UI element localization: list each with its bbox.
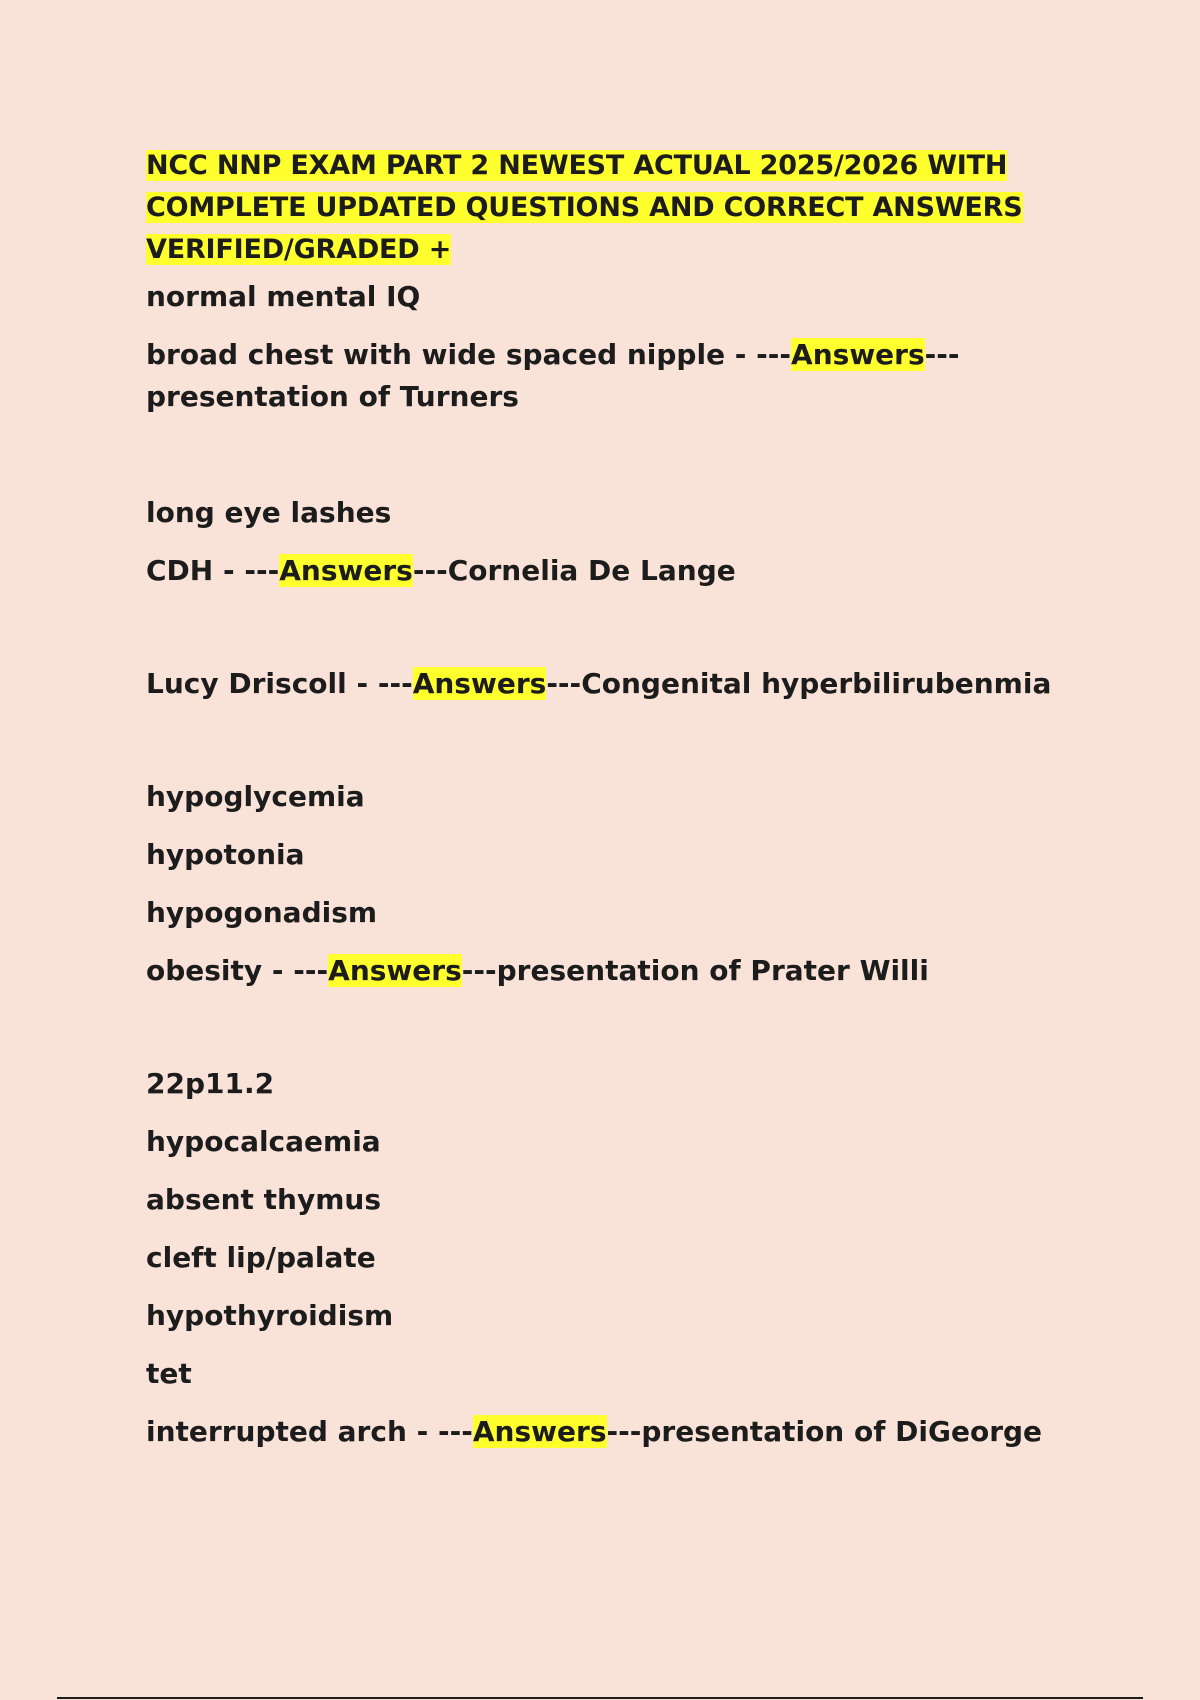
separator: - ---	[213, 554, 280, 587]
list-item: tet	[146, 1357, 192, 1390]
answer-text: presentation of Prater Willi	[496, 954, 929, 987]
answer-text: presentation of Turners	[146, 380, 519, 413]
qa-item-cdh	[146, 550, 1046, 592]
answers-marker: Answers	[472, 1415, 607, 1448]
footer-divider	[57, 1697, 1143, 1699]
question-text: Lucy Driscoll	[146, 667, 347, 700]
separator: ---	[546, 667, 582, 700]
separator: - ---	[406, 1415, 473, 1448]
qa-item-lucy-driscoll	[146, 663, 1052, 705]
answer-text: Congenital hyperbilirubenmia	[581, 667, 1052, 700]
answers-marker: Answers	[791, 338, 925, 371]
question-text: CDH	[146, 554, 214, 587]
qa-item-turners	[146, 334, 1046, 418]
answer-text: Cornelia De Lange	[447, 554, 736, 587]
title-highlight: NCC NNP EXAM PART 2 NEWEST ACTUAL 2025/2026 WITH COMPLETE UPDATED QUESTIONS AND CORRECT ANSWERS VERIFIED/GRADED +	[146, 150, 1023, 265]
question-text: broad chest with wide spaced nipple	[146, 338, 726, 371]
separator: ---	[412, 554, 448, 587]
list-item: cleft lip/palate	[146, 1241, 376, 1274]
separator: - ---	[262, 954, 329, 987]
answer-text: presentation of DiGeorge	[641, 1415, 1043, 1448]
separator: - ---	[346, 667, 413, 700]
list-item: long eye lashes	[146, 496, 392, 529]
list-item: hypotonia	[146, 838, 305, 871]
list-item: 22p11.2	[146, 1067, 275, 1100]
question-text: obesity	[146, 954, 263, 987]
answers-marker: Answers	[328, 954, 462, 987]
answers-marker: Answers	[279, 554, 413, 587]
list-item: hypoglycemia	[146, 780, 365, 813]
qa-item-prater-willi	[146, 950, 1046, 992]
document-page	[146, 145, 1052, 1469]
separator: - ---	[725, 338, 792, 371]
document-title	[146, 145, 1046, 271]
question-text: interrupted arch	[146, 1415, 407, 1448]
list-item: hypogonadism	[146, 896, 378, 929]
qa-item-digeorge	[146, 1411, 1046, 1453]
list-item: hypothyroidism	[146, 1299, 394, 1332]
list-item: absent thymus	[146, 1183, 382, 1216]
separator: ---	[461, 954, 497, 987]
list-item: normal mental IQ	[146, 280, 421, 313]
list-item: hypocalcaemia	[146, 1125, 381, 1158]
separator: ---	[924, 338, 960, 371]
answers-marker: Answers	[412, 667, 547, 700]
separator: ---	[606, 1415, 642, 1448]
